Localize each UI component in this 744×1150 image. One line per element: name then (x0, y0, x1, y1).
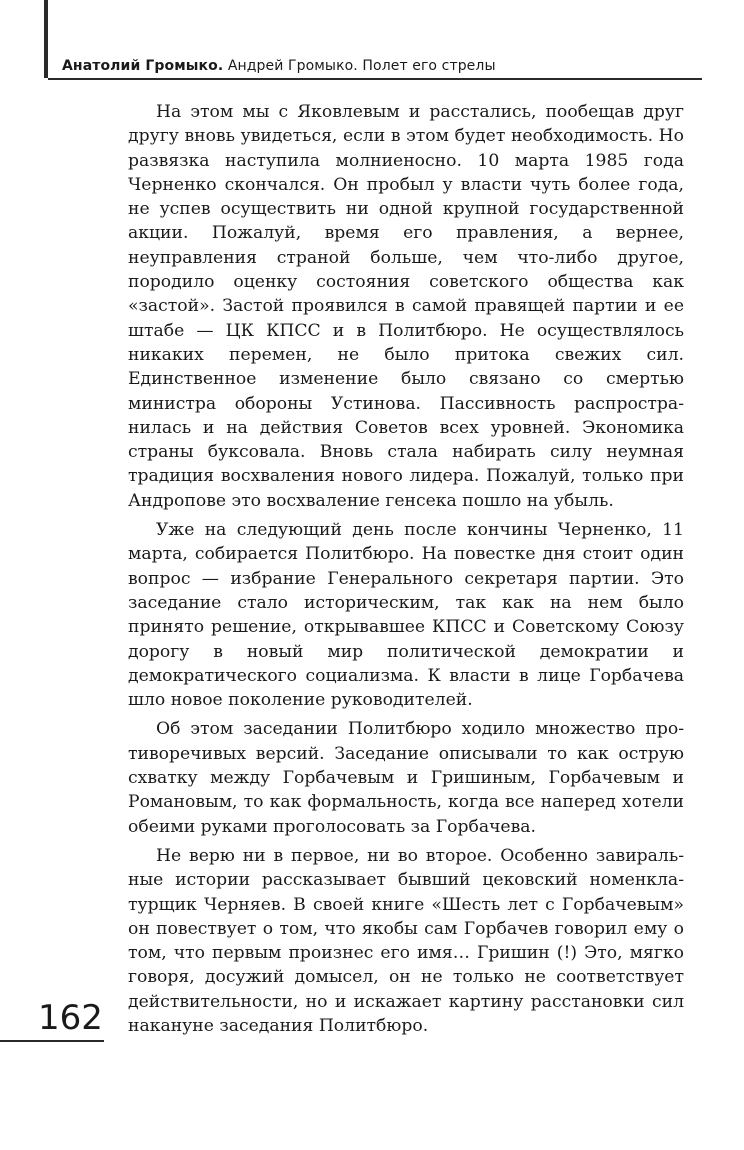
header-rule (48, 78, 702, 80)
main-text (128, 100, 684, 1043)
paragraph: Не верю ни в первое, ни во второе. Особенно завиральные истории рассказывает бывший цековский номенклатурщик Черняев. В своей книге «Шесть лет с Горбачевым» он повествует о том, что якобы сам Горбачев говорил ему о том, что первым произнес его имя… Гришин (!) Это, мягко говоря, досужий домысел, он не только не соответствует действительности, но и искажает картину расстановки сил накануне заседания Политбюро. (128, 845, 684, 1036)
page-number: 162 (38, 998, 103, 1038)
paragraph: Об этом заседании Политбюро ходило множество противоречивых версий. Заседание описывали то как острую схватку между Горбачевым и Гришиным, Горбачевым и Романовым, то как формальность, когда все наперед хотели обеими руками проголосовать за Горбачева. (128, 719, 684, 837)
paragraph: На этом мы с Яковлевым и расстались, пообещав друг другу вновь увидеться, если в этом будет необходимость. Но развязка наступила молниеносно. 10 марта 1985 года Черненко скончался. Он пробыл у власти чуть более года, не успев осуществить ни одной крупной государственной акции. Пожалуй, время его правления, а вернее, неуправления страной больше, чем что-либо другое, породило оценку состояния советского общества как «застой». Застой проявился в самой правящей партии и ее штабе — ЦК КПСС и в Политбюро. Не осуществлялось никаких перемен, не было притока свежих сил. Единственное изменение было связано со смертью министра обороны Устинова. Пассивность распространилась и на действия Советов всех уровней. Экономика страны буксовала. Вновь стала набирать силу неумная традиция восхваления нового лидера. Пожалуй, только при Андропове это восхваление генсека пошло на убыль. (128, 102, 684, 511)
running-header (62, 58, 702, 74)
page-number-rule (0, 1040, 104, 1042)
header-book-title: Андрей Громыко. Полет его стрелы (227, 58, 496, 74)
paragraph: Уже на следующий день после кончины Черненко, 11 марта, собирается Политбюро. На повестке дня стоит один вопрос — избрание Генерального секретаря партии. Это заседание стало историческим, так как на нем было принято решение, открывавшее КПСС и Советскому Союзу дорогу в новый мир политической демократии и демократического социализма. К власти в лице Горбачева шло новое поколение руководителей. (128, 520, 684, 711)
spine-bar (44, 0, 48, 78)
header-author: Анатолий Громыко. (62, 58, 224, 74)
